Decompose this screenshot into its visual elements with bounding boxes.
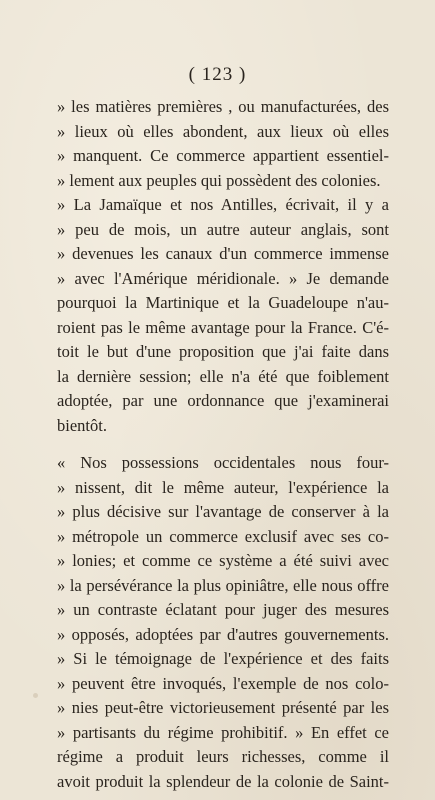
text-line: » lieux où elles abondent, aux lieux où elles	[57, 121, 389, 141]
paper-stain	[33, 693, 38, 698]
text-line: » devenues les canaux d'un commerce immense	[57, 244, 389, 263]
text-line: » plus décisive sur l'avantage de conserver à la	[57, 502, 389, 521]
paragraph	[57, 451, 389, 794]
text-line: » un contraste éclatant pour juger des mesures	[57, 600, 389, 619]
text-line: bientôt.	[57, 415, 107, 435]
text-line: » partisants du régime prohibitif. » En effet ce	[57, 722, 389, 742]
text-line: » manquent. Ce commerce appartient essentiel-	[57, 146, 389, 165]
text-line: « Nos possessions occidentales nous four-	[57, 453, 389, 472]
text-line: » peuvent être invoqués, l'exemple de nos colo-	[57, 673, 389, 693]
text-line: » La Jamaïque et nos Antilles, écrivait, il y a	[57, 195, 389, 214]
paragraph	[57, 95, 389, 193]
text-line: pourquoi la Martinique et la Guadeloupe n'au-	[57, 293, 389, 312]
text-line: » métropole un commerce exclusif avec ses co-	[57, 526, 389, 546]
text-line: roient pas le même avantage pour la France. C'é-	[57, 317, 389, 337]
text-line: régime a produit leurs richesses, comme il	[57, 747, 389, 766]
paragraph	[57, 193, 389, 438]
text-line: » avec l'Amérique méridionale. » Je demande	[57, 268, 389, 288]
text-line: » lement aux peuples qui possèdent des colonies.	[57, 170, 381, 190]
text-line: » peu de mois, un autre auteur anglais, sont	[57, 219, 389, 239]
text-line: » lonies; et comme ce système a été suivi avec	[57, 551, 389, 570]
text-line: » opposés, adoptées par d'autres gouvernements.	[57, 624, 389, 644]
text-line: » nies peut-être victorieusement présenté par les	[57, 698, 389, 717]
text-line: » la persévérance la plus opiniâtre, elle nous offre	[57, 575, 389, 595]
body-text	[57, 95, 389, 794]
page-number: ( 123 )	[188, 64, 247, 85]
text-line: » les matières premières , ou manufacturées, des	[57, 97, 389, 116]
paragraph-gap	[57, 438, 389, 451]
text-line: avoit produit la splendeur de la colonie de Saint-	[57, 771, 389, 791]
text-line: adoptée, par une ordonnance que j'examinerai	[57, 391, 389, 410]
text-line: toit le but d'une proposition que j'ai faite dans	[57, 342, 389, 361]
text-line: » Si le témoignage de l'expérience et des faits	[57, 649, 389, 668]
text-line: » nissent, dit le même auteur, l'expérience la	[57, 477, 389, 497]
text-line: la dernière session; elle n'a été que foiblement	[57, 366, 389, 386]
